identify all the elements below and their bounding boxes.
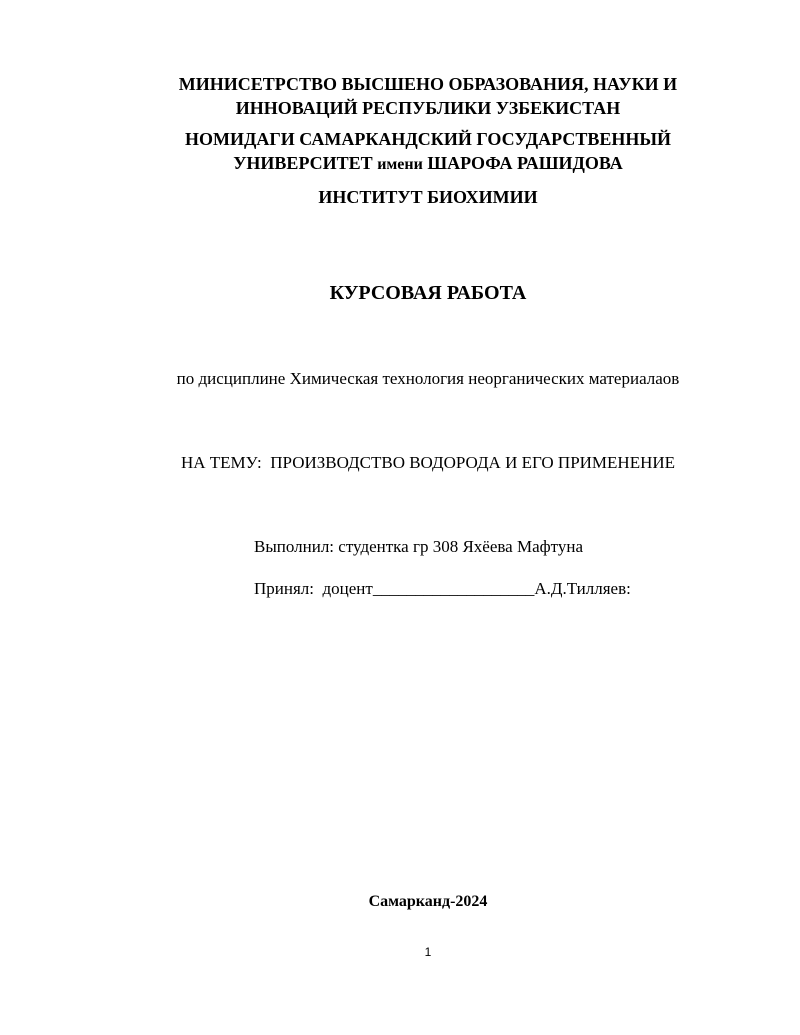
- university-line-1: НОМИДАГИ САМАРКАНДСКИЙ ГОСУДАРСТВЕННЫЙ: [184, 129, 672, 149]
- university-heading: [28, 127, 800, 177]
- ministry-line-1: МИНИСЕТРСТВО ВЫСШЕНО ОБРАЗОВАНИЯ, НАУКИ И: [178, 74, 678, 94]
- ministry-heading: [28, 72, 800, 120]
- performed-by-line: Выполнил: студентка гр 308 Яхёева Мафтуна: [254, 537, 583, 556]
- university-line-2: [28, 151, 800, 177]
- university-line-2-part-b: имени: [377, 156, 423, 173]
- page-number: 1: [424, 945, 432, 959]
- university-line-2-part-a: УНИВЕРСИТЕТ: [233, 153, 378, 173]
- topic-line: НА ТЕМУ: ПРОИЗВОДСТВО ВОДОРОДА И ЕГО ПРИМЕНЕНИЕ: [180, 453, 676, 472]
- city-year: Самарканд-2024: [368, 893, 488, 910]
- institute-heading: ИНСТИТУТ БИОХИМИИ: [318, 187, 538, 207]
- ministry-line-2: ИННОВАЦИЙ РЕСПУБЛИКИ УЗБЕКИСТАН: [235, 98, 621, 118]
- document-type-title: КУРСОВАЯ РАБОТА: [329, 282, 527, 304]
- accepted-by-line: Принял: доцент___________________А.Д.Тилляев:: [254, 579, 631, 598]
- university-line-2-part-c: ШАРОФА РАШИДОВА: [422, 153, 623, 173]
- discipline-line: по дисциплине Химическая технология неорганических материалаов: [176, 369, 680, 388]
